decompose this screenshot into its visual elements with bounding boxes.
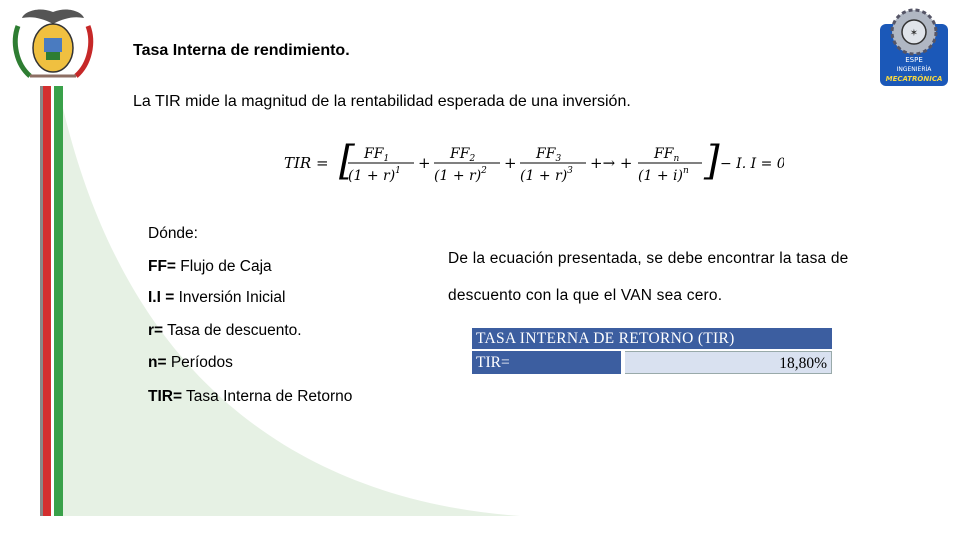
logo-ingenieria-text: INGENIERÍA <box>896 66 932 73</box>
tir-table-row <box>472 351 832 374</box>
svg-text:(1 + r)3: $(1 + r)^3$ <box>520 166 573 184</box>
definition-ii: I.I = Inversión Inicial <box>148 289 286 306</box>
tir-formula <box>284 140 784 186</box>
tir-result-table <box>472 328 832 374</box>
logo-espe-text: ESPE <box>905 56 923 64</box>
formula-tail: − I. I = 0 <box>720 156 784 172</box>
formula-term-n <box>638 146 702 184</box>
slide-title: Tasa Interna de rendimiento. <box>133 42 350 59</box>
coat-of-arms-logo <box>8 6 98 84</box>
logo-mecatronica-text: MECATRÓNICA <box>885 75 943 83</box>
svg-text:+: + <box>418 154 431 172</box>
formula-term-1 <box>348 146 414 184</box>
tir-label: TIR= <box>472 351 625 374</box>
svg-text:(1 + r)1: $(1 + r)^1$ <box>348 166 401 184</box>
svg-text:FFn: $FF_n$ <box>654 146 680 164</box>
svg-text:(1 + i)n: $(1 + i)^n$ <box>638 166 689 184</box>
svg-text:FF1: $FF_1$ <box>364 146 390 164</box>
definition-ff: FF= Flujo de Caja <box>148 258 272 275</box>
intro-text: La TIR mide la magnitud de la rentabilidad esperada de una inversión. <box>133 93 631 110</box>
svg-text:+: + <box>504 154 517 172</box>
svg-text:(1 + r)2: $(1 + r)^2$ <box>434 166 487 184</box>
svg-text:✶: ✶ <box>909 28 919 39</box>
formula-term-3 <box>520 146 586 184</box>
svg-text:FF2: $FF_2$ <box>450 146 476 164</box>
espe-mecatronica-logo <box>878 6 950 86</box>
formula-lhs: TIR = <box>284 154 329 172</box>
tir-value: 18,80% <box>625 351 832 374</box>
svg-text:FF3: $FF_3$ <box>536 146 562 164</box>
description-text: De la ecuación presentada, se debe encontrar la tasa de descuento con la que el VAN sea cero. <box>448 250 849 304</box>
definitions-heading: Dónde: <box>148 225 198 242</box>
definition-r: r= Tasa de descuento. <box>148 322 302 339</box>
tir-table-header: TASA INTERNA DE RETORNO (TIR) <box>472 328 832 351</box>
definition-n: n= Períodos <box>148 354 233 371</box>
formula-bracket-right: ] <box>704 140 720 184</box>
svg-text:+→ +: +→ + <box>590 154 633 172</box>
formula-term-2 <box>434 146 500 184</box>
formula-bracket-left: [ <box>339 140 355 184</box>
definition-tir: TIR= Tasa Interna de Retorno <box>148 388 353 405</box>
